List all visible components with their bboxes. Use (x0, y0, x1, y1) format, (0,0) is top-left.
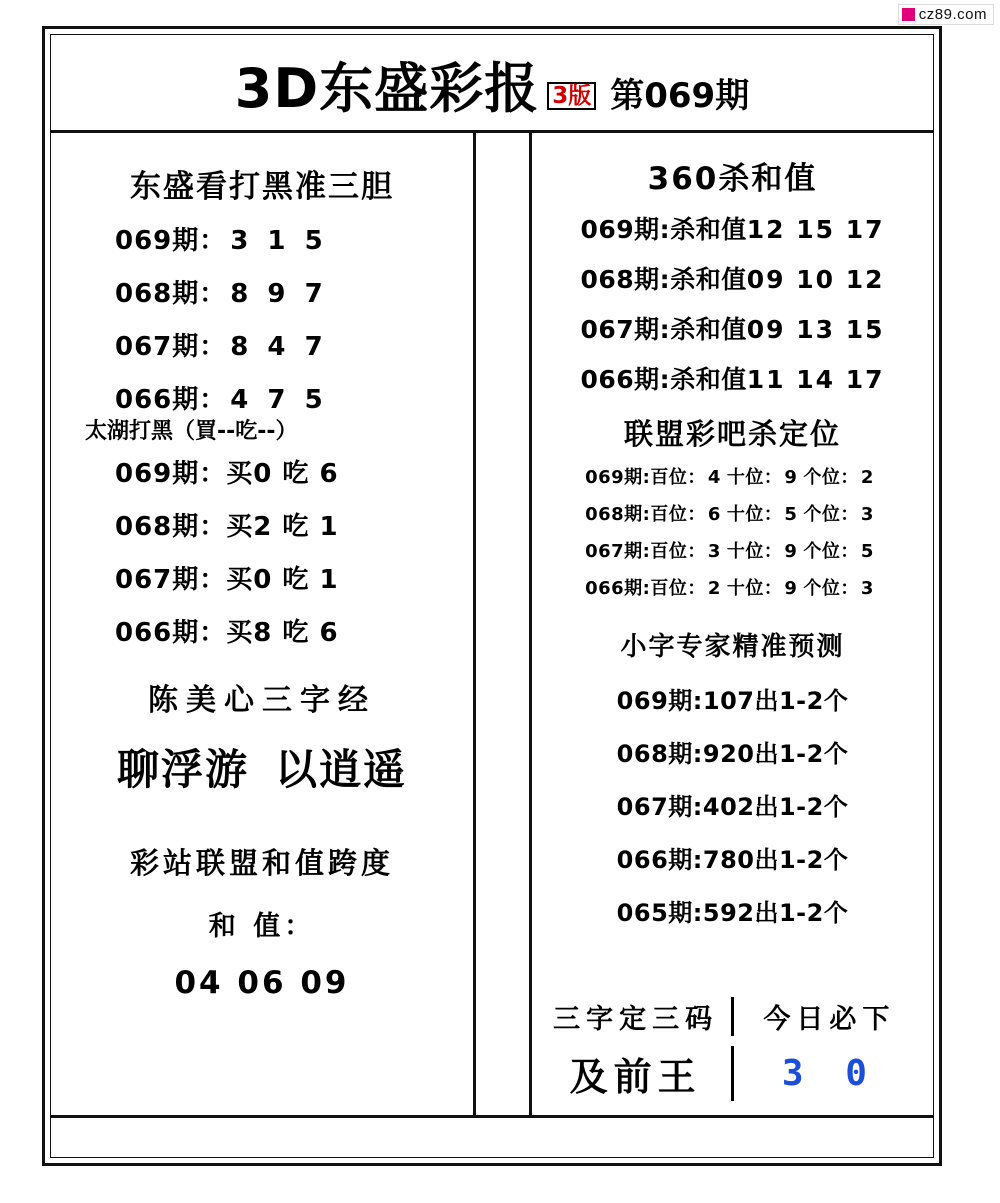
poster-body (51, 133, 933, 1115)
bai-value: 2 (707, 578, 721, 599)
version-badge: 3版 (547, 82, 596, 110)
word-1: 聊浮游 (116, 745, 249, 794)
center-divider-column (476, 133, 532, 1115)
right-section4-headings (550, 997, 915, 1036)
row-issue: 067期： (115, 332, 227, 362)
shi-label: 十位： (726, 504, 783, 525)
row-value: 4 7 5 (230, 385, 328, 415)
list-item: 069期:107出1-2个 (616, 687, 849, 715)
left-section4-heading: 彩站联盟和值跨度 (129, 846, 394, 880)
shi-value: 9 (784, 467, 798, 488)
row-value: 8 9 7 (230, 279, 328, 309)
row-value: 买0 吃 1 (226, 565, 339, 595)
row-issue: 068期： (115, 512, 227, 542)
watermark-dot-icon (902, 8, 915, 21)
right-column (532, 133, 933, 1115)
left-section4-label: 和 值： (208, 911, 316, 942)
row-issue: 066期： (115, 385, 227, 415)
row-value: 12 15 17 (746, 215, 885, 244)
row-value: 09 13 15 (746, 315, 885, 344)
list-item: 066期:780出1-2个 (616, 846, 849, 874)
list-item (550, 310, 915, 346)
row-label: 杀和值 (670, 265, 747, 294)
row-issue: 069期: (585, 467, 651, 488)
ge-label: 个位： (803, 504, 859, 525)
bai-value: 4 (707, 467, 721, 488)
bai-label: 百位： (650, 504, 706, 525)
list-item (73, 326, 451, 363)
poster-title-band (51, 35, 933, 133)
row-value: 09 10 12 (746, 265, 885, 294)
shi-label: 十位： (726, 578, 783, 599)
issue-number: 第069期 (610, 76, 750, 116)
ge-value: 3 (860, 578, 874, 599)
list-item (550, 537, 915, 563)
row-value: 8 4 7 (230, 332, 328, 362)
ge-value: 5 (860, 541, 874, 562)
list-item (550, 260, 915, 296)
row-issue: 066期: (580, 365, 671, 394)
list-item (73, 612, 451, 649)
list-item (550, 360, 915, 396)
shi-value: 5 (784, 504, 798, 525)
list-item: 067期:402出1-2个 (616, 793, 849, 821)
list-item (73, 220, 451, 257)
page-title: 3D东盛彩报 (234, 57, 540, 120)
row-issue: 068期: (585, 504, 651, 525)
shi-label: 十位： (726, 541, 783, 562)
row-issue: 068期: (580, 265, 671, 294)
row-label: 杀和值 (670, 215, 747, 244)
ge-value: 2 (860, 467, 874, 488)
row-issue: 067期: (585, 541, 651, 562)
right-section4-left-heading: 三字定三码 (553, 1004, 719, 1035)
list-item (550, 463, 915, 489)
list-item (73, 559, 451, 596)
right-section4-values (550, 1046, 915, 1101)
right-section4 (550, 997, 915, 1101)
vertical-divider (731, 997, 734, 1036)
list-item (73, 379, 451, 416)
word-2: 以逍遥 (275, 745, 408, 794)
list-item (73, 273, 451, 310)
list-item (73, 453, 451, 490)
poster-frame-inner (50, 34, 934, 1158)
shi-value: 9 (784, 541, 798, 562)
row-value: 买2 吃 1 (226, 512, 339, 542)
list-item (550, 210, 915, 246)
ge-value: 3 (860, 504, 874, 525)
poster-bottom-band (51, 1115, 933, 1157)
right-section4-right-value: 3 0 (781, 1053, 877, 1094)
right-section2-heading: 联盟彩吧杀定位 (623, 417, 841, 451)
row-issue: 068期： (115, 279, 227, 309)
watermark-label: cz89.com (918, 6, 987, 23)
list-item (550, 574, 915, 600)
shi-value: 9 (784, 578, 798, 599)
right-section4-right-heading: 今日必下 (763, 1004, 896, 1035)
poster-frame (42, 26, 942, 1166)
left-section4-values: 04 06 09 (174, 965, 350, 1001)
list-item (73, 506, 451, 543)
bai-value: 6 (707, 504, 721, 525)
row-issue: 069期: (580, 215, 671, 244)
bai-label: 百位： (650, 467, 706, 488)
right-section3-heading: 小字专家精准预测 (620, 632, 845, 662)
ge-label: 个位： (803, 541, 859, 562)
row-issue: 067期： (115, 565, 227, 595)
row-issue: 069期： (115, 459, 227, 489)
row-issue: 069期： (115, 226, 227, 256)
row-value: 11 14 17 (746, 365, 885, 394)
ge-label: 个位： (803, 578, 859, 599)
bai-label: 百位： (650, 578, 706, 599)
bai-label: 百位： (650, 541, 706, 562)
title-row (235, 46, 749, 123)
row-value: 买8 吃 6 (226, 618, 339, 648)
list-item: 065期:592出1-2个 (616, 899, 849, 927)
row-issue: 066期: (585, 578, 651, 599)
row-value: 3 1 5 (230, 226, 328, 256)
right-section4-left-value: 及前王 (569, 1054, 702, 1099)
list-item: 068期:920出1-2个 (616, 740, 849, 768)
left-section1-heading: 东盛看打黑准三胆 (130, 169, 394, 205)
left-section3-heading: 陈美心三字经 (148, 683, 376, 718)
shi-label: 十位： (726, 467, 783, 488)
left-column (51, 133, 476, 1115)
right-section1-heading: 360杀和值 (647, 161, 818, 197)
left-section2-note: 太湖打黑（買--吃--） (85, 419, 298, 444)
row-issue: 066期： (115, 618, 227, 648)
row-issue: 067期: (580, 315, 671, 344)
row-value: 买0 吃 6 (226, 459, 339, 489)
left-section3-words (73, 737, 451, 797)
site-watermark (898, 4, 994, 25)
vertical-divider (731, 1046, 734, 1101)
row-label: 杀和值 (670, 365, 747, 394)
ge-label: 个位： (803, 467, 859, 488)
list-item (550, 500, 915, 526)
row-label: 杀和值 (670, 315, 747, 344)
bai-value: 3 (707, 541, 721, 562)
